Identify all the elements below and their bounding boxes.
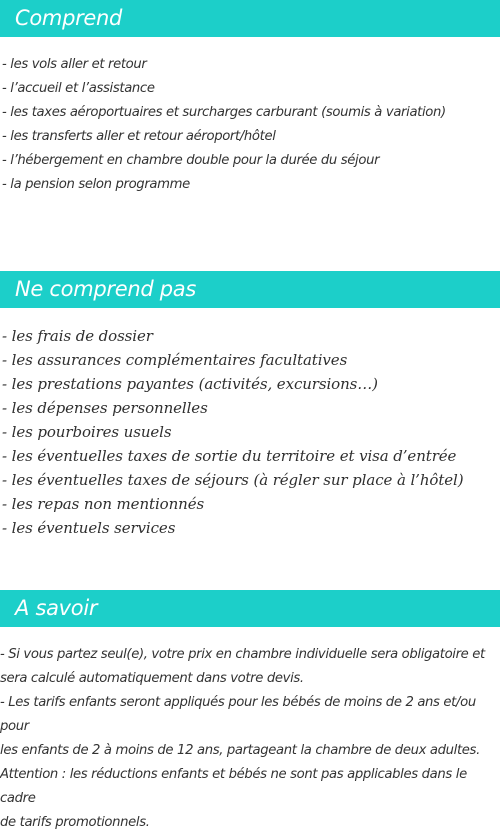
list-item: - les repas non mentionnés (2, 495, 205, 513)
paragraph-line: de tarifs promotionnels. (0, 815, 150, 830)
list-item: - les éventuels services (2, 519, 176, 537)
list-item: - les vols aller et retour (2, 57, 147, 72)
list-item: - les frais de dossier (2, 327, 153, 345)
list-item: - les pourboires usuels (2, 423, 172, 441)
paragraph-line: Attention : les réductions enfants et bébés ne sont pas applicables dans le cadre (0, 767, 467, 806)
list-comprend (2, 53, 446, 197)
section-header-ne-comprend-pas: Ne comprend pas (0, 271, 500, 308)
list-item: - les prestations payantes (activités, excursions…) (2, 375, 378, 393)
list-item: - les assurances complémentaires facultatives (2, 351, 348, 369)
paragraph-line: les enfants de 2 à moins de 12 ans, partageant la chambre de deux adultes. (0, 743, 480, 758)
section-header-comprend: Comprend (0, 0, 500, 37)
paragraph-line: - Si vous partez seul(e), votre prix en chambre individuelle sera obligatoire et (0, 647, 485, 662)
list-item: - les taxes aéroportuaires et surcharges carburant (soumis à variation) (2, 105, 446, 120)
list-ne-comprend-pas (2, 324, 463, 540)
paragraph-line: - Les tarifs enfants seront appliqués pour les bébés de moins de 2 ans et/ou pour (0, 695, 476, 734)
a-savoir-text (0, 643, 500, 835)
paragraph-line: sera calculé automatiquement dans votre devis. (0, 671, 304, 686)
list-item: - les dépenses personnelles (2, 399, 208, 417)
list-item: - l’accueil et l’assistance (2, 81, 155, 96)
list-item: - les transferts aller et retour aéroport/hôtel (2, 129, 276, 144)
list-item: - les éventuelles taxes de sortie du territoire et visa d’entrée (2, 447, 457, 465)
list-item: - les éventuelles taxes de séjours (à régler sur place à l’hôtel) (2, 471, 464, 489)
section-header-a-savoir: A savoir (0, 590, 500, 627)
list-item: - l’hébergement en chambre double pour la durée du séjour (2, 153, 380, 168)
list-item: - la pension selon programme (2, 177, 190, 192)
